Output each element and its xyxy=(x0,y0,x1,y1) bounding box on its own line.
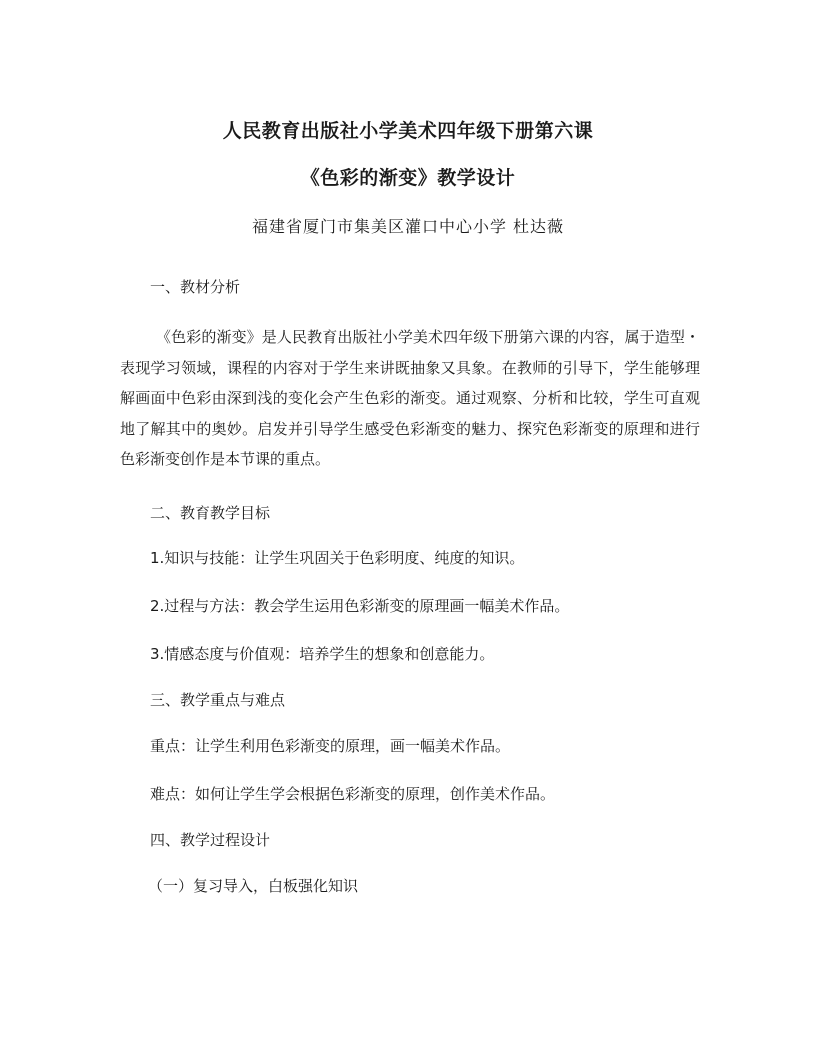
goal-item-process: 2.过程与方法：教会学生运用色彩渐变的原理画一幅美术作品。 xyxy=(150,597,570,615)
goal-item-attitude: 3.情感态度与价值观：培养学生的想象和创意能力。 xyxy=(150,645,495,663)
textbook-analysis-paragraph: 《色彩的渐变》是人民教育出版社小学美术四年级下册第六课的内容，属于造型・表现学习领域，课程的内容对于学生来讲既抽象又具象。在教师的引导下，学生能够理解画面中色彩由深到浅的变化会产生色彩的渐变。通过观察、分析和比较，学生可直观地了解其中的奥妙。启发并引导学生感受色彩渐变的魅力、探究色彩渐变的原理和进行色彩渐变创作是本节课的重点。 xyxy=(120,328,700,468)
subsection-heading-review: （一）复习导入，白板强化知识 xyxy=(148,877,359,895)
document-title: 人民教育出版社小学美术四年级下册第六课 xyxy=(222,120,594,142)
section-heading-teaching-goals: 二、教育教学目标 xyxy=(150,504,271,522)
difficulty-text: 难点：如何让学生学会根据色彩渐变的原理，创作美术作品。 xyxy=(150,785,556,803)
section-heading-process-design: 四、教学过程设计 xyxy=(150,831,271,849)
goal-item-knowledge: 1.知识与技能：让学生巩固关于色彩明度、纯度的知识。 xyxy=(150,549,525,567)
author-line: 福建省厦门市集美区灌口中心小学 杜达薇 xyxy=(251,217,565,236)
section-heading-key-difficulties: 三、教学重点与难点 xyxy=(150,691,286,709)
key-point-text: 重点：让学生利用色彩渐变的原理，画一幅美术作品。 xyxy=(150,737,511,755)
document-subtitle: 《色彩的渐变》教学设计 xyxy=(300,167,516,189)
section-heading-textbook-analysis: 一、教材分析 xyxy=(150,278,241,296)
